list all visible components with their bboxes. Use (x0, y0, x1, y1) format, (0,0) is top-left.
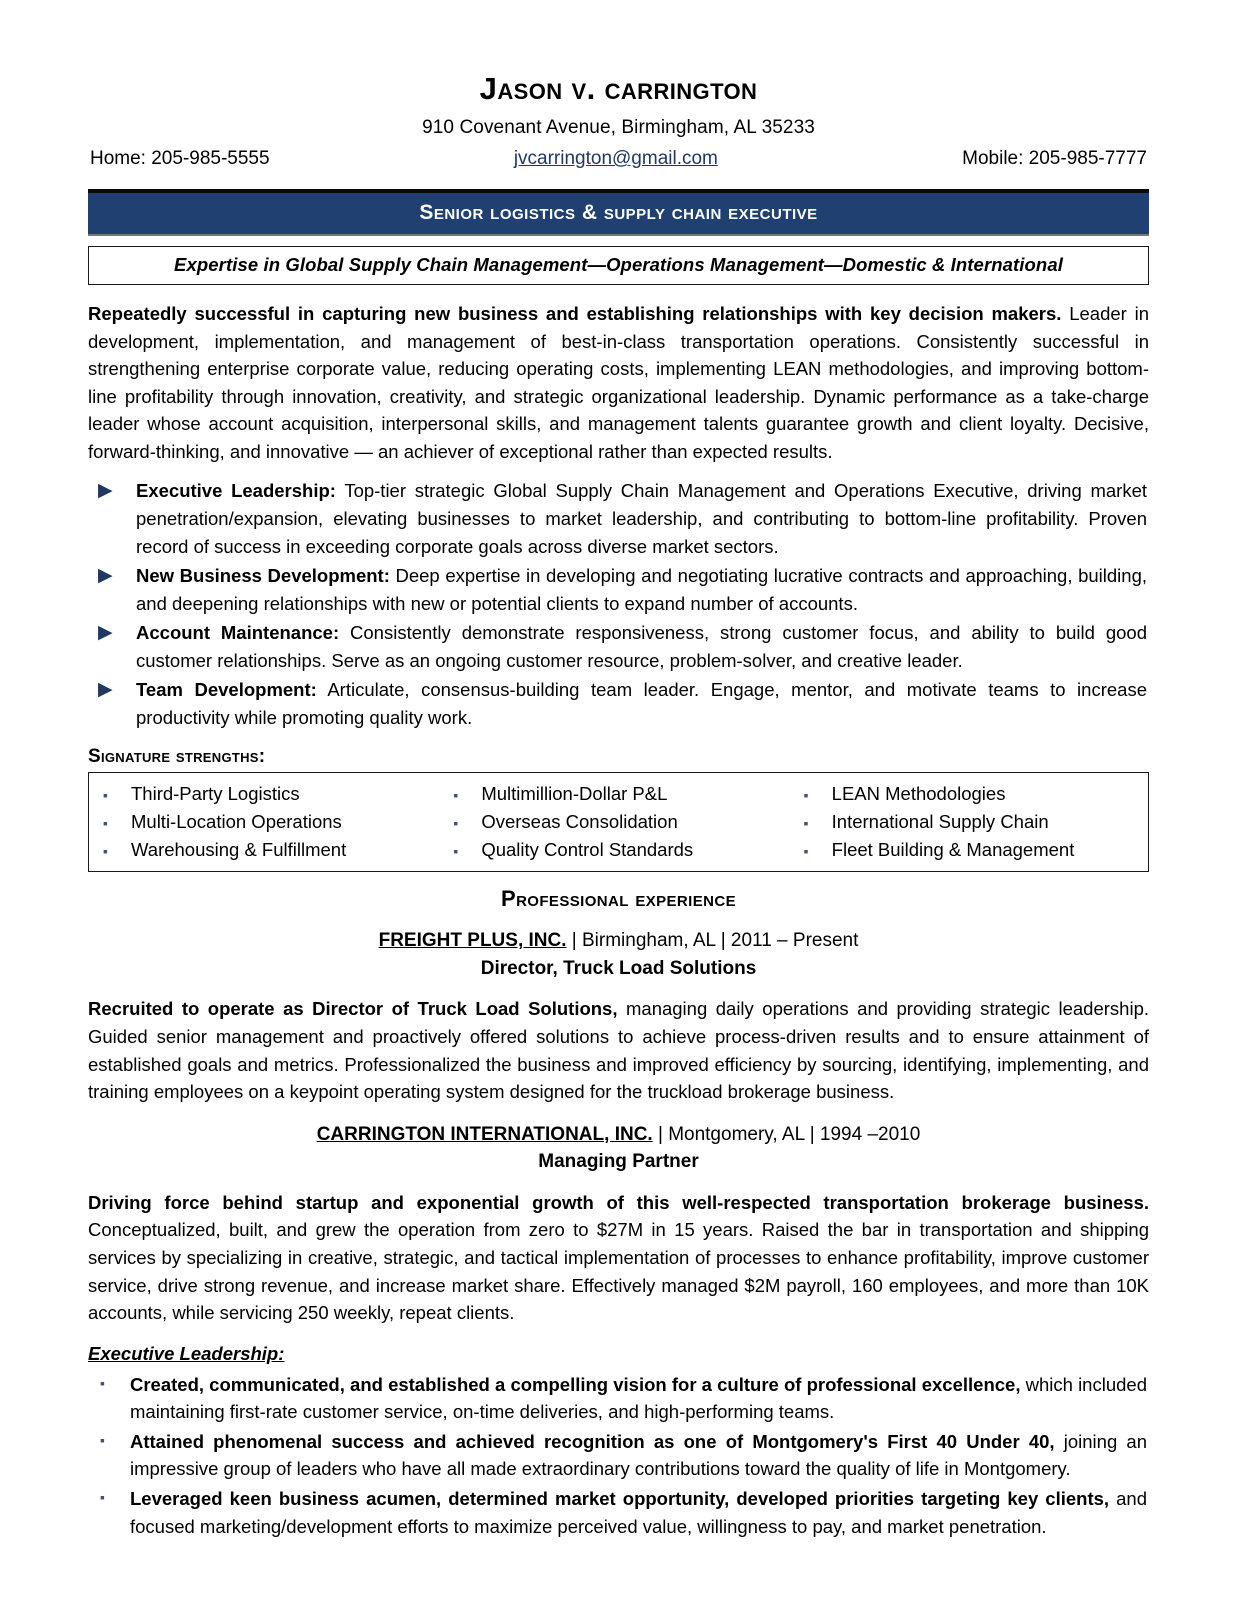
achievement-text (130, 1371, 1149, 1426)
competency-label: Account Maintenance: (136, 622, 340, 644)
job-entry (88, 1122, 1149, 1540)
competency-text (136, 562, 1149, 617)
job-entry (88, 928, 1149, 1106)
square-bullet-icon: ▪ (453, 842, 459, 859)
achievement-text (130, 1485, 1149, 1540)
square-bullet-icon: ▪ (453, 786, 459, 803)
strength-label: LEAN Methodologies (831, 782, 1006, 804)
job-company-name: CARRINGTON INTERNATIONAL, INC. (316, 1123, 653, 1145)
square-bullet-icon: ▪ (453, 814, 459, 831)
triangle-bullet-icon: ▶ (98, 679, 113, 701)
achievement-lead: Leveraged keen business acumen, determined market opportunity, developed priorities targeting key clients, (130, 1487, 1110, 1509)
strength-item (794, 836, 1144, 863)
competency-body: Articulate, consensus-building team leader. Engage, mentor, and motivate teams to increase productivity while promoting quality work. (136, 679, 1147, 728)
square-bullet-icon: ▪ (803, 842, 809, 859)
square-bullet-icon: ▪ (103, 814, 108, 831)
competency-item (88, 477, 1149, 560)
email-container (270, 148, 963, 170)
summary-body: Leader in development, implementation, and management of best-in-class transportation operations. Consistently successful in strengthening enterprise corporate value, reducing operating costs, implementing LEAN methodologies, and improving bottom-line profitability through innovation, creativity, and strategic organizational leadership. Dynamic performance as a take-charge leader whose account acquisition, interpersonal skills, and management talents guarantee growth and client loyalty. Decisive, forward-thinking, and innovative — an achiever of exceptional rather than expected results. (88, 303, 1149, 462)
achievement-list (88, 1371, 1149, 1540)
job-title: Director, Truck Load Solutions (480, 957, 757, 979)
contact-row (88, 148, 1149, 170)
achievement-body: and focused marketing/development efforts to maximize perceived value, willingness to pay, and market penetration. (130, 1487, 1147, 1537)
strength-item (443, 780, 793, 807)
strength-label: Multimillion-Dollar P&L (481, 782, 668, 804)
strength-item (93, 808, 443, 835)
achievement-text (130, 1428, 1149, 1483)
job-description (88, 995, 1149, 1105)
job-location-dates: | Birmingham, AL | 2011 – Present (566, 930, 859, 952)
achievement-item (88, 1485, 1149, 1540)
square-bullet-icon: ▪ (103, 786, 108, 803)
strength-label: Warehousing & Fulfillment (131, 838, 347, 860)
competency-item (88, 562, 1149, 617)
competency-text (136, 619, 1149, 674)
square-bullet-icon: ▪ (100, 1431, 105, 1448)
square-bullet-icon: ▪ (103, 842, 108, 859)
square-bullet-icon: ▪ (100, 1374, 105, 1391)
mobile-phone: Mobile: 205-985-7777 (962, 148, 1147, 170)
triangle-bullet-icon: ▶ (98, 480, 113, 502)
competency-text (136, 477, 1149, 560)
strength-item (93, 836, 443, 863)
tagline-text: Expertise in Global Supply Chain Management—Operations Management—Domestic & International (174, 254, 1063, 276)
signature-strengths-heading: Signature strengths: (88, 745, 266, 767)
competency-body: Deep expertise in developing and negotiating lucrative contracts and approaching, building, and deepening relationships with new or potential clients to expand number of accounts. (136, 565, 1147, 614)
competency-label: New Business Development: (136, 565, 390, 587)
achievement-item (88, 1371, 1149, 1426)
job-description-body: managing daily operations and providing strategic leadership. Guided senior management and proactively offered solutions to achieve process-driven results and to ensure attainment of established goals and metrics. Professionalized the business and improved efficiency by sourcing, identifying, implementing, and training employees on a keypoint operating system designed for the truckload brokerage business. (88, 998, 1150, 1103)
email-link[interactable]: jvcarrington@gmail.com (513, 148, 718, 170)
job-description-lead: Driving force behind startup and exponential growth of this well-respected transportation brokerage business. (88, 1191, 1149, 1213)
section-heading-experience: Professional experience (500, 886, 737, 912)
headline-banner: Senior logistics & supply chain executive (88, 189, 1149, 236)
job-description-lead: Recruited to operate as Director of Truck Load Solutions, (88, 998, 618, 1020)
job-header-line (88, 928, 1149, 954)
competency-label: Executive Leadership: (136, 480, 336, 502)
signature-strengths-grid (93, 780, 1144, 864)
achievement-lead: Created, communicated, and established a compelling vision for a culture of professional excellence, (130, 1373, 1021, 1395)
competency-label: Team Development: (136, 679, 317, 701)
competency-body: Consistently demonstrate responsiveness, strong customer focus, and ability to build good customer relationships. Serve as an ongoing customer resource, problem-solver, and creative leader. (136, 622, 1147, 671)
summary-lead: Repeatedly successful in capturing new business and establishing relationships with key decision makers. (88, 303, 1062, 325)
candidate-address: 910 Covenant Avenue, Birmingham, AL 35233 (422, 117, 815, 139)
candidate-name: Jason v. carrington (479, 71, 758, 106)
strength-label: International Supply Chain (831, 810, 1049, 832)
strength-item (443, 836, 793, 863)
strength-label: Fleet Building & Management (831, 838, 1075, 860)
achievement-body: joining an impressive group of leaders who have all made extraordinary contributions toward the quality of life in Montgomery. (130, 1430, 1148, 1480)
competency-body: Top-tier strategic Global Supply Chain Management and Operations Executive, driving market penetration/expansion, elevating businesses to market leadership, and contributing to bottom-line profitability. Proven record of success in exceeding corporate goals across diverse market sectors. (136, 480, 1147, 557)
competency-list (88, 477, 1149, 731)
square-bullet-icon: ▪ (803, 786, 809, 803)
strength-item (794, 780, 1144, 807)
subsection-heading-executive-leadership: Executive Leadership: (88, 1342, 285, 1364)
competency-item (88, 676, 1149, 731)
home-phone: Home: 205-985-5555 (90, 148, 270, 170)
strength-label: Multi-Location Operations (131, 810, 342, 832)
strength-item (443, 808, 793, 835)
job-description (88, 1189, 1149, 1327)
strength-item (93, 780, 443, 807)
strength-label: Quality Control Standards (481, 838, 694, 860)
square-bullet-icon: ▪ (803, 814, 809, 831)
triangle-bullet-icon: ▶ (98, 622, 113, 644)
job-company-name: FREIGHT PLUS, INC. (378, 930, 567, 952)
strength-label: Overseas Consolidation (481, 810, 678, 832)
job-header-line (88, 1122, 1149, 1148)
strength-label: Third-Party Logistics (131, 782, 300, 804)
competency-text (136, 676, 1149, 731)
tagline-box (88, 246, 1149, 285)
strength-item (794, 808, 1144, 835)
job-title: Managing Partner (538, 1151, 699, 1173)
achievement-item (88, 1428, 1149, 1483)
job-location-dates: | Montgomery, AL | 1994 –2010 (652, 1123, 921, 1145)
achievement-lead: Attained phenomenal success and achieved recognition as one of Montgomery's First 40 Under 40, (130, 1430, 1055, 1452)
signature-strengths-box (88, 772, 1149, 873)
achievement-body: which included maintaining first-rate customer service, on-time deliveries, and high-performing teams. (130, 1373, 1147, 1423)
job-description-body: Conceptualized, built, and grew the operation from zero to $27M in 15 years. Raised the bar in transportation and shipping services by specializing in creative, strategic, and tactical implementation of processes to enhance profitability, improve customer service, drive strong revenue, and increase market share. Effectively managed $2M payroll, 160 employees, and more than 10K accounts, while servicing 250 weekly, repeat clients. (88, 1219, 1149, 1324)
triangle-bullet-icon: ▶ (98, 565, 113, 587)
summary-paragraph (88, 300, 1149, 465)
competency-item (88, 619, 1149, 674)
square-bullet-icon: ▪ (100, 1488, 105, 1505)
